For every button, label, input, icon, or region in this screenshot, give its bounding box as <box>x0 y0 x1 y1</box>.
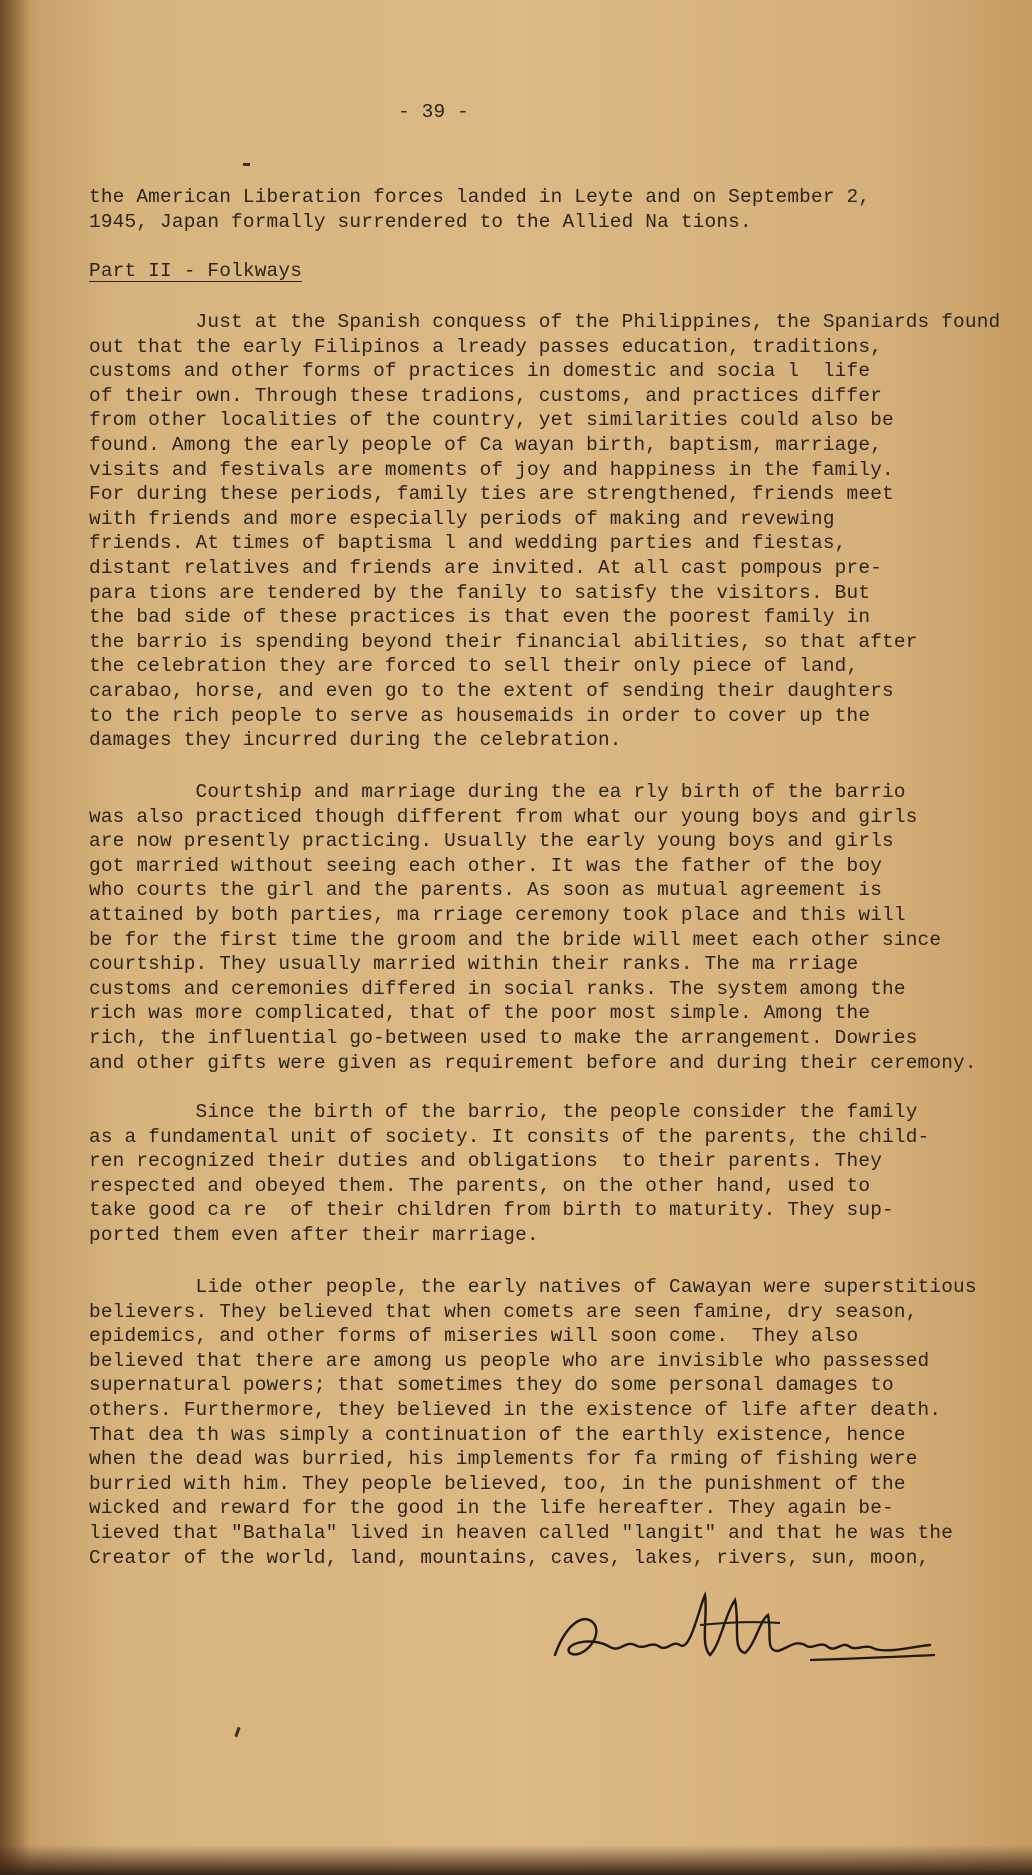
handwritten-signature <box>550 1585 950 1675</box>
page-left-shadow <box>0 0 30 1875</box>
intro-paragraph: the American Liberation forces landed in Leyte and on September 2, 1945, Japan formally surrendered to the Allied Na tions. <box>89 186 871 233</box>
paragraph-courtship-marriage: Courtship and marriage during the ea rly birth of the barrio was also practiced though different from what our young boys and girls are now presently practicing. Usually the early young boys and girls got married without seeing each other. It was the father of the boy who courts the girl and the parents. As soon as mutual agreement is attained by both parties, ma rriage ceremony took place and this will be for the first time the groom and the bride will meet each other since courtship. They usually married within their ranks. The ma rriage customs and ceremonies differed in social ranks. The system among the rich was more complicated, that of the poor most simple. Among the rich, the influential go-between used to make the arrangement. Dowries and other gifts were given as requirement before and during their ceremony. <box>89 781 977 1074</box>
paragraph-folkways-practices: Just at the Spanish conquess of the Philippines, the Spaniards found out that the early Filipinos a lready passes education, traditions, customs and other forms of practices in domestic and socia l life of their own. Through these tradions, customs, and practices differ from other localities of the country, yet similarities could also be found. Among the early people of Ca wayan birth, baptism, marriage, visits and festivals are moments of joy and happiness in the family. For during these periods, family ties are strengthened, friends meet with friends and more especially periods of making and revewing friends. At times of baptisma l and wedding parties and fiestas, distant relatives and friends are invited. At all cast pompous pre- para tions are tendered by the fanily to satisfy the visitors. But the bad side of these practices is that even the poorest family in the barrio is spending beyond their financial abilities, so that after the celebration they are forced to sell their only piece of land, carabao, horse, and even go to the extent of sending their daughters to the rich people to serve as housemaids in order to cover up the damages they incurred during the celebration. <box>89 311 1001 752</box>
paragraph-superstitions: Lide other people, the early natives of Cawayan were superstitious believers. They believed that when comets are seen famine, dry season, epidemics, and other forms of miseries will soon come. They also believed that there are among us people who are invisible who passessed supernatural powers; that sometimes they do some personal damages to others. Furthermore, they believed in the existence of life after death. That dea th was simply a continuation of the earthly existence, hence when the dead was burried, his implements for fa rming of fishing were burried with him. They people believed, too, in the punishment of the wicked and reward for the good in the life hereafter. They again be- lieved that "Bathala" lived in heaven called "langit" and that he was the Creator of the world, land, mountains, caves, lakes, rivers, sun, moon, <box>89 1276 977 1569</box>
stray-mark <box>243 163 250 166</box>
page-number: - 39 - <box>398 101 470 123</box>
section-heading: Part II - Folkways <box>89 260 303 282</box>
paragraph-family-unit: Since the birth of the barrio, the people consider the family as a fundamental unit of society. It consits of the parents, the child- ren recognized their duties and obligations to their parents. They respected and obeyed them. The parents, on the other hand, used to take good ca re of their children from birth to maturity. They sup- ported them even after their marriage. <box>89 1101 930 1246</box>
stray-mark <box>234 1727 240 1737</box>
page-bottom-shadow <box>0 1845 1032 1875</box>
